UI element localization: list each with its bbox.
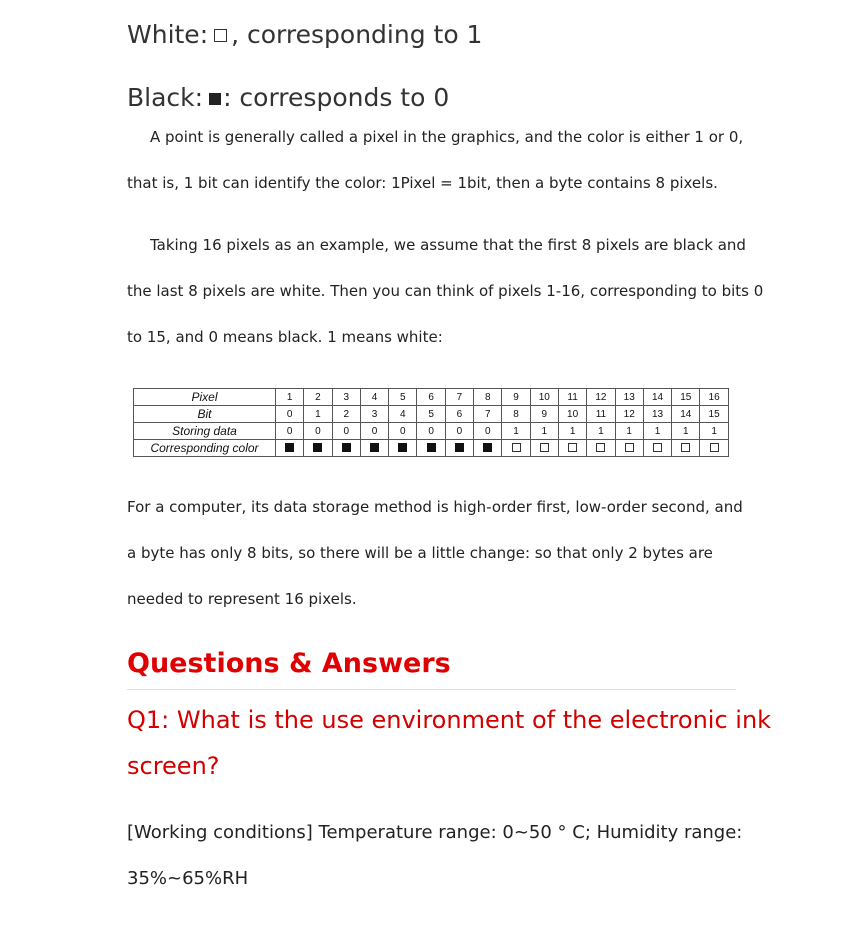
white-square-icon [512, 443, 521, 452]
storing-data-cell: 1 [615, 423, 643, 440]
storing-data-cell: 0 [304, 423, 332, 440]
paragraph-1-line-2: that is, 1 bit can identify the color: 1Pixel = 1bit, then a byte contains 8 pixels. [127, 174, 718, 192]
pixel-cell: 10 [530, 389, 558, 406]
bit-cell: 11 [587, 406, 615, 423]
color-cell [700, 440, 728, 457]
row-label: Corresponding color [134, 440, 276, 457]
bit-cell: 4 [389, 406, 417, 423]
pixel-bit-table [133, 388, 729, 457]
pixel-cell: 7 [445, 389, 473, 406]
color-cell [332, 440, 360, 457]
color-cell [587, 440, 615, 457]
bit-cell: 8 [502, 406, 530, 423]
bit-cell: 1 [304, 406, 332, 423]
storing-data-row [134, 423, 729, 440]
bit-cell: 14 [672, 406, 700, 423]
paragraph-3-line-1: For a computer, its data storage method is high-order first, low-order second, and [127, 498, 743, 516]
storing-data-cell: 0 [389, 423, 417, 440]
color-cell [389, 440, 417, 457]
storing-data-cell: 0 [360, 423, 388, 440]
bit-cell: 5 [417, 406, 445, 423]
pixel-cell: 14 [643, 389, 671, 406]
bit-cell: 12 [615, 406, 643, 423]
bit-cell: 2 [332, 406, 360, 423]
bit-cell: 9 [530, 406, 558, 423]
color-cell [643, 440, 671, 457]
bit-cell: 3 [360, 406, 388, 423]
color-cell [276, 440, 304, 457]
black-square-icon [455, 443, 464, 452]
color-row [134, 440, 729, 457]
qa-heading: Questions & Answers [127, 648, 451, 679]
pixel-cell: 1 [276, 389, 304, 406]
bit-cell: 0 [276, 406, 304, 423]
color-cell [502, 440, 530, 457]
storing-data-cell: 1 [700, 423, 728, 440]
pixel-cell: 12 [587, 389, 615, 406]
white-square-icon [653, 443, 662, 452]
storing-data-cell: 0 [276, 423, 304, 440]
pixel-cell: 4 [360, 389, 388, 406]
paragraph-1-line-1: A point is generally called a pixel in the graphics, and the color is either 1 or 0, [150, 128, 744, 146]
color-cell [615, 440, 643, 457]
bit-cell: 7 [474, 406, 502, 423]
pixel-cell: 9 [502, 389, 530, 406]
black-square-icon [285, 443, 294, 452]
legend-white-label: White: [127, 20, 209, 49]
white-square-icon [568, 443, 577, 452]
storing-data-cell: 0 [417, 423, 445, 440]
bit-cell: 6 [445, 406, 473, 423]
storing-data-cell: 1 [502, 423, 530, 440]
paragraph-2-line-1: Taking 16 pixels as an example, we assume that the first 8 pixels are black and [150, 236, 746, 254]
color-cell [672, 440, 700, 457]
white-square-icon [681, 443, 690, 452]
white-square-icon [596, 443, 605, 452]
paragraph-2-line-3: to 15, and 0 means black. 1 means white: [127, 328, 443, 346]
storing-data-cell: 0 [445, 423, 473, 440]
storing-data-cell: 1 [643, 423, 671, 440]
legend-black-label: Black: [127, 83, 204, 112]
pixel-cell: 11 [558, 389, 586, 406]
bit-row [134, 406, 729, 423]
bit-cell: 15 [700, 406, 728, 423]
black-square-icon [209, 93, 221, 105]
pixel-cell: 13 [615, 389, 643, 406]
legend-white [127, 20, 482, 49]
white-square-icon [710, 443, 719, 452]
paragraph-3-line-2: a byte has only 8 bits, so there will be a little change: so that only 2 bytes are [127, 544, 713, 562]
pixel-cell: 6 [417, 389, 445, 406]
black-square-icon [313, 443, 322, 452]
color-cell [474, 440, 502, 457]
white-square-icon [625, 443, 634, 452]
paragraph-2-line-2: the last 8 pixels are white. Then you can think of pixels 1-16, corresponding to bits 0 [127, 282, 764, 300]
answer-1-line-2: 35%~65%RH [127, 868, 249, 889]
bit-cell: 10 [558, 406, 586, 423]
black-square-icon [483, 443, 492, 452]
black-square-icon [370, 443, 379, 452]
pixel-cell: 5 [389, 389, 417, 406]
question-1-line-2: screen? [127, 752, 220, 780]
pixel-cell: 3 [332, 389, 360, 406]
pixel-cell: 2 [304, 389, 332, 406]
paragraph-3-line-3: needed to represent 16 pixels. [127, 590, 357, 608]
row-label: Bit [134, 406, 276, 423]
white-square-icon [214, 29, 227, 42]
color-cell [417, 440, 445, 457]
pixel-row [134, 389, 729, 406]
storing-data-cell: 1 [672, 423, 700, 440]
color-cell [558, 440, 586, 457]
color-cell [530, 440, 558, 457]
storing-data-cell: 0 [474, 423, 502, 440]
pixel-cell: 8 [474, 389, 502, 406]
color-cell [304, 440, 332, 457]
pixel-cell: 15 [672, 389, 700, 406]
white-square-icon [540, 443, 549, 452]
color-cell [445, 440, 473, 457]
legend-black [127, 83, 449, 112]
row-label: Storing data [134, 423, 276, 440]
legend-white-text: , corresponding to 1 [231, 20, 483, 49]
pixel-cell: 16 [700, 389, 728, 406]
storing-data-cell: 0 [332, 423, 360, 440]
storing-data-cell: 1 [530, 423, 558, 440]
qa-divider [127, 689, 736, 690]
color-cell [360, 440, 388, 457]
storing-data-cell: 1 [558, 423, 586, 440]
storing-data-cell: 1 [587, 423, 615, 440]
black-square-icon [427, 443, 436, 452]
black-square-icon [342, 443, 351, 452]
bit-cell: 13 [643, 406, 671, 423]
legend-black-text: : corresponds to 0 [223, 83, 450, 112]
row-label: Pixel [134, 389, 276, 406]
question-1-line-1: Q1: What is the use environment of the electronic ink [127, 706, 772, 734]
answer-1-line-1: [Working conditions] Temperature range: 0~50 ° C; Humidity range: [127, 822, 743, 843]
black-square-icon [398, 443, 407, 452]
